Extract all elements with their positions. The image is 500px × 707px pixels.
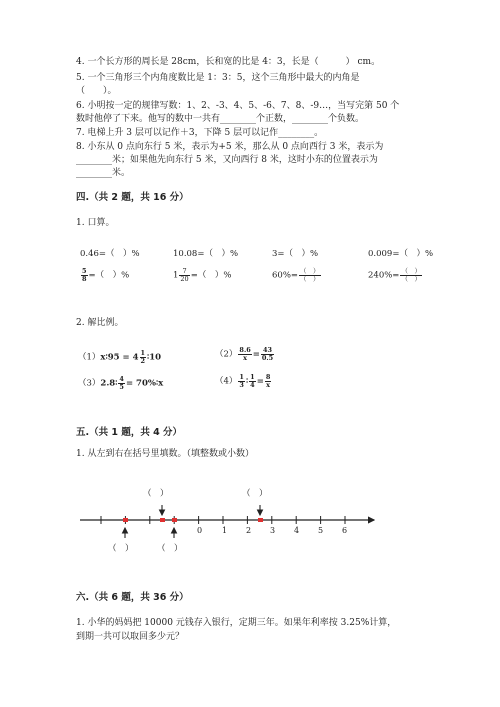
question-8-line-2: ________米；如果他先向东行 5 米，又向西行 8 米，这时小东的位置表示为	[76, 155, 378, 165]
fraction: $\frac{1}{3}$	[239, 373, 244, 389]
section-6-heading: 六.（共 6 题，共 36 分）	[76, 592, 189, 603]
ratio-problem-4: （4） $\frac{1}{3}$ ∶ $\frac{1}{4}$ = $\frac{8}{x}$	[215, 373, 271, 389]
fraction: $\frac{1}{2}$	[140, 349, 146, 365]
ratio-problem-3: （3）2.8∶ $\frac{4}{5}$ = 70%∶x	[78, 375, 164, 391]
tick-label-5: 5	[318, 526, 324, 535]
marked-point	[160, 518, 165, 522]
ratio-title: 2. 解比例。	[76, 318, 124, 328]
blank-top-1: （ ）	[143, 489, 169, 499]
tick-label-4: 4	[294, 526, 300, 535]
section-5-heading: 五.（共 1 题，共 4 分）	[76, 427, 183, 438]
blank-bottom-1: （ ）	[108, 544, 134, 554]
question-8-line-3: ________米。	[76, 168, 131, 178]
oral-r1c1: 0.46=（ ）%	[80, 249, 140, 259]
fraction: $\frac{5}{8}$	[82, 267, 87, 283]
oral-r2c4: 240%= $\frac{( )}{( )}$	[368, 267, 421, 283]
question-7: 7. 电梯上升 3 层可以记作＋3，下降 5 层可以记作________。	[76, 128, 324, 138]
tick-label-2: 2	[246, 526, 252, 535]
fraction: $\frac{8}{x}$	[265, 373, 271, 389]
tick-label-1: 1	[222, 526, 228, 535]
fraction: $\frac{1}{4}$	[250, 373, 255, 389]
oral-r1c3: 3=（ ）%	[272, 249, 319, 259]
fraction: $\frac{43}{0.5}$	[261, 346, 274, 362]
tick-label-3: 3	[270, 526, 276, 535]
marked-point	[172, 518, 177, 522]
question-6-line-1: 6. 小明按一定的规律写数：1、2、-3、4、5、-6、7、8、-9…，当写完第 50 个	[76, 101, 400, 111]
ratio-problem-2: （2） $\frac{8.6}{x}$ = $\frac{43}{0.5}$	[215, 346, 274, 362]
question-5-line-2: （ ）。	[76, 86, 117, 96]
question-6-1-line-2: 到期一共可以取回多少元？	[76, 632, 185, 642]
oral-r1c4: 0.009=（ ）%	[368, 249, 434, 259]
blank-bottom-2: （ ）	[157, 544, 183, 554]
question-4: 4. 一个长方形的周长是 28cm，长和宽的比是 4：3，长是（ ） cm。	[76, 57, 381, 67]
tick-label-6: 6	[342, 526, 348, 535]
fraction: $\frac{8.6}{x}$	[239, 346, 251, 362]
fraction: $\frac{4}{5}$	[119, 375, 124, 391]
section-4-heading: 四.（共 2 题，共 16 分）	[76, 192, 189, 203]
oral-r2c1: $\frac{5}{8}$ =（ ）%	[82, 267, 130, 283]
tick-label-0: 0	[197, 526, 203, 535]
blank-top-2: （ ）	[242, 489, 268, 499]
oral-r2c3: 60%= $\frac{( )}{( )}$	[272, 267, 320, 283]
oral-r1c2: 10.08=（ ）%	[173, 249, 239, 259]
fraction: $\frac{( )}{( )}$	[401, 267, 421, 283]
fraction: $\frac{7}{20}$	[180, 267, 189, 283]
question-6-1-line-1: 1. 小华的妈妈把 10000 元钱存入银行，定期三年。如果年利率按 3.25%计算，	[76, 618, 397, 628]
question-6-line-2: 数时他停了下来。他写的数中一共有________个正数，________个负数。	[76, 114, 365, 124]
fraction: $\frac{( )}{( )}$	[300, 267, 320, 283]
question-5-line-1: 5. 一个三角形三个内角度数比是 1：3：5，这个三角形中最大的内角是	[76, 73, 360, 83]
question-8-line-1: 8. 小东从 0 点向东行 5 米，表示为+5 米，那么从 0 点向西行 3 米，表示为	[76, 142, 384, 152]
marked-point	[258, 518, 263, 522]
ratio-problem-1: （1）x∶95 = 4 $\frac{1}{2}$ ∶10	[78, 349, 162, 365]
number-line-title: 1. 从左到右在括号里填数。（填整数或小数）	[76, 449, 254, 459]
marked-point	[123, 518, 128, 522]
oral-r2c2: 1 $\frac{7}{20}$ =（ ）%	[173, 267, 232, 283]
oral-calc-title: 1. 口算。	[76, 218, 115, 228]
